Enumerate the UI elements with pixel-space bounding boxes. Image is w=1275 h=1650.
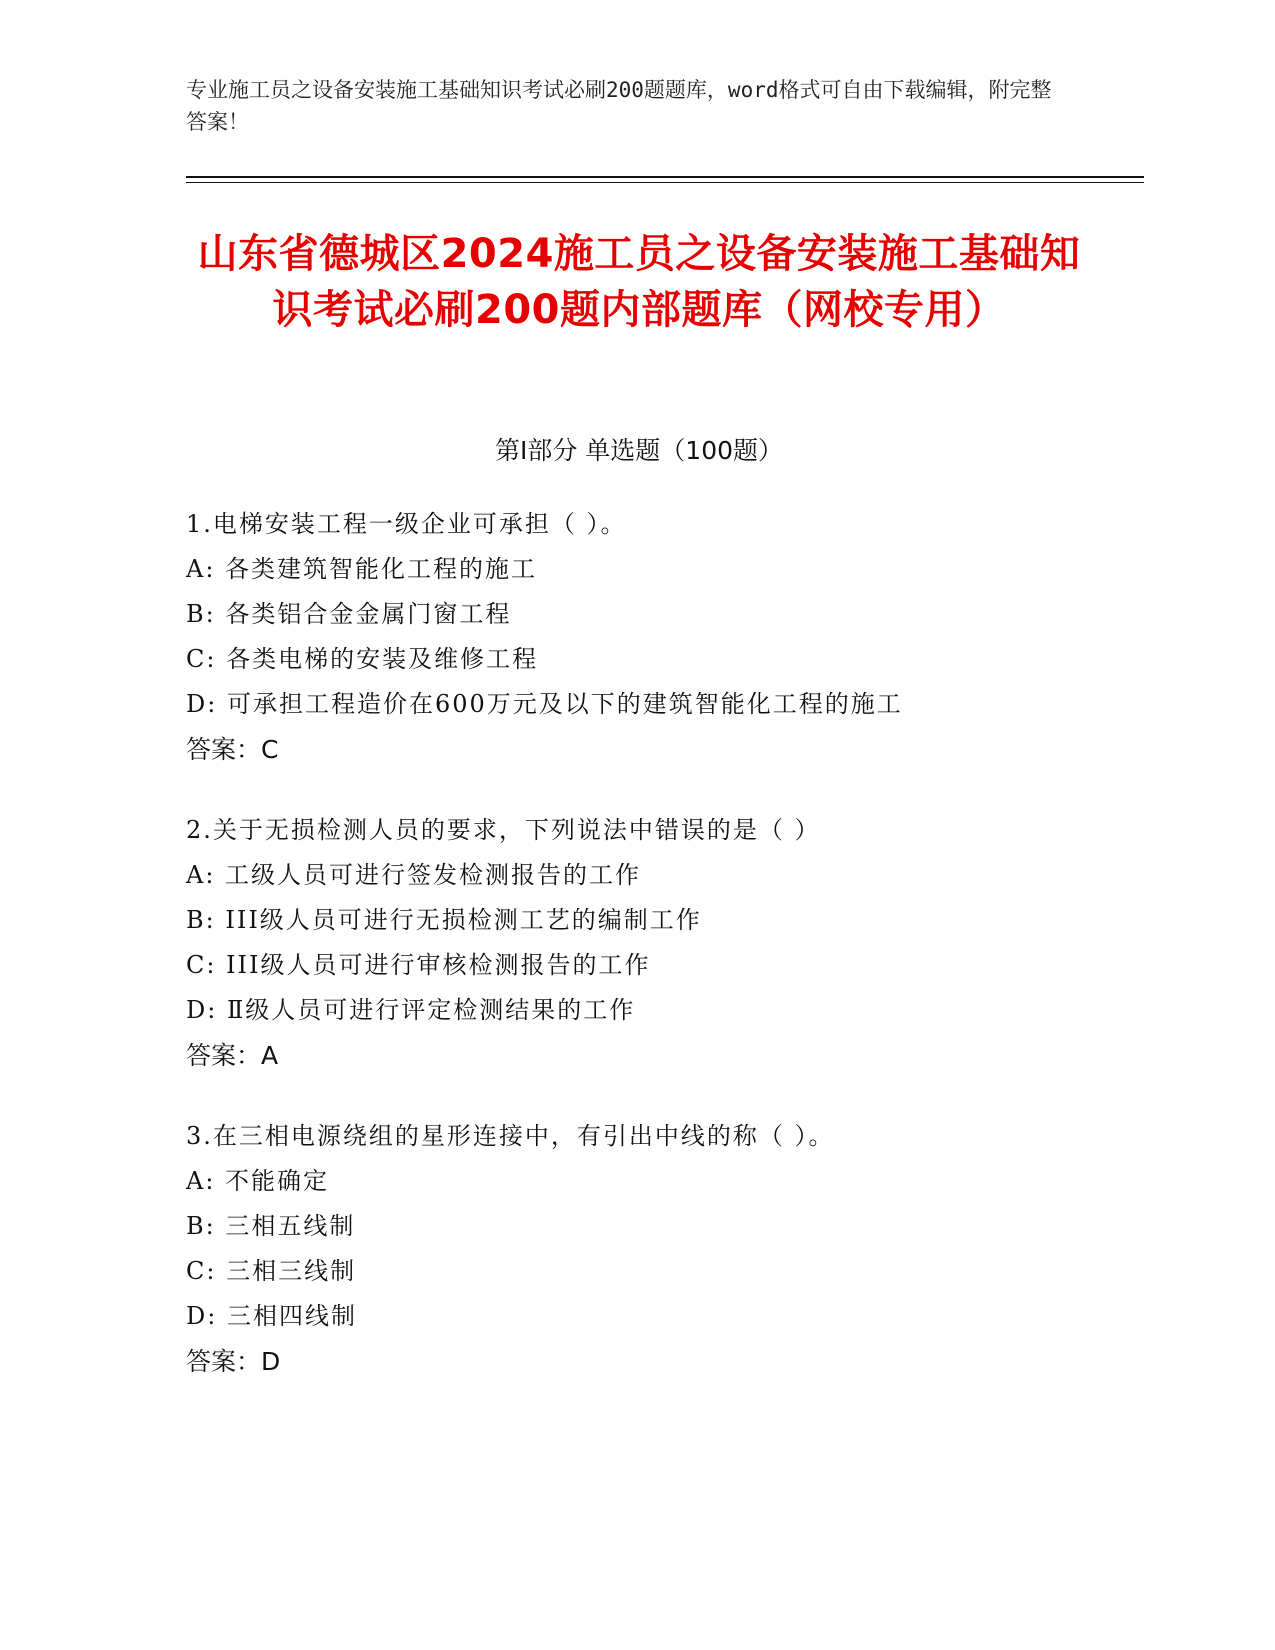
option-d: D: 可承担工程造价在600万元及以下的建筑智能化工程的施工 [186, 690, 903, 718]
answer: 答案：D [186, 1347, 281, 1376]
section-title: 第Ⅰ部分 单选题（100题） [494, 436, 784, 465]
option-a: A: 不能确定 [186, 1167, 330, 1195]
header-divider-thick [186, 176, 1144, 178]
option-d: D: 三相四线制 [186, 1302, 357, 1330]
option-d: D: Ⅱ级人员可进行评定检测结果的工作 [186, 996, 636, 1024]
option-a: A: 工级人员可进行签发检测报告的工作 [186, 861, 642, 889]
option-c: C: III级人员可进行审核检测报告的工作 [186, 951, 651, 979]
question-stem: 1.电梯安装工程一级企业可承担（ ）。 [186, 510, 627, 538]
document-title: 山东省德城区2024施工员之设备安装施工基础知识考试必刷200题内部题库（网校专用） [197, 231, 1081, 333]
option-b: B: 各类铝合金金属门窗工程 [186, 600, 512, 628]
option-a: A: 各类建筑智能化工程的施工 [186, 555, 538, 583]
option-b: B: 三相五线制 [186, 1212, 356, 1240]
answer: 答案：C [186, 735, 279, 764]
option-c: C: 各类电梯的安装及维修工程 [186, 645, 539, 673]
question-stem: 3.在三相电源绕组的星形连接中，有引出中线的称（ ）。 [186, 1122, 835, 1150]
question-stem: 2.关于无损检测人员的要求，下列说法中错误的是（ ） [186, 816, 821, 844]
header-divider-thin [186, 182, 1144, 183]
question-2 [186, 808, 1086, 1078]
option-b: B: III级人员可进行无损检测工艺的编制工作 [186, 906, 702, 934]
question-1 [186, 502, 1086, 772]
question-3 [186, 1114, 1086, 1384]
answer: 答案：A [186, 1041, 279, 1070]
option-c: C: 三相三线制 [186, 1257, 357, 1285]
header-note: 专业施工员之设备安装施工基础知识考试必刷200题题库，word格式可自由下载编辑，附完整答案！ [186, 78, 1052, 134]
